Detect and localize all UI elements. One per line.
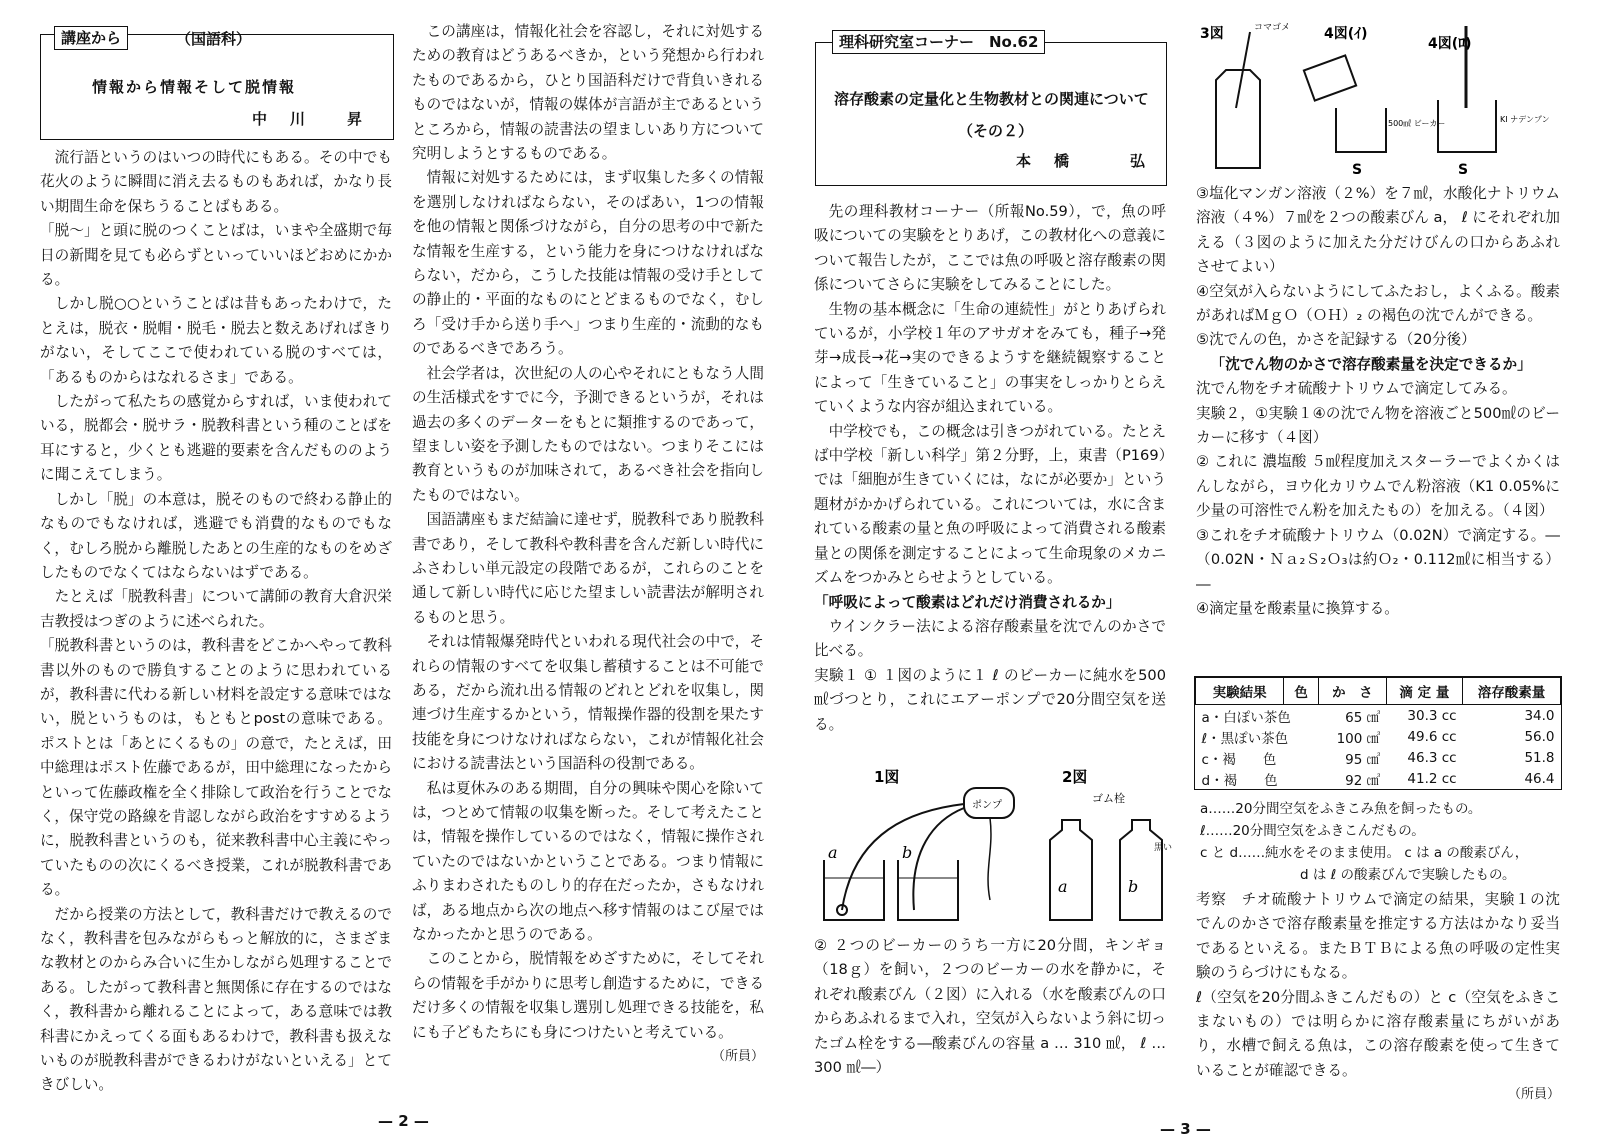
- page-number-3: — 3 —: [1160, 1120, 1211, 1138]
- bottle-side-label: 黒い: [1154, 843, 1173, 853]
- row-kasa: 95 ㎤: [1345, 751, 1381, 768]
- paragraph: ⑤沈でんの色，かさを記録する（20分後）: [1196, 331, 1476, 349]
- fig3-side-label: コマゴメ: [1254, 23, 1291, 33]
- table-header: 滴 定 量: [1386, 678, 1462, 705]
- staff-label: （所員）: [1507, 1087, 1560, 1103]
- paragraph: 流行語というのはいつの時代にもある。その中でも花火のように瞬間に消え去るものもあれば，かなり長い期間生命を保ちうることばもある。: [40, 149, 392, 215]
- row-teki: 30.3 cc: [1407, 707, 1457, 724]
- paragraph: 私は夏休みのある期間，自分の興味や関心を除いては，つとめて情報の収集を断った。そして考えたことは，情報を操作しているのではなく，情報に操作されていたのではないかということである。つまり情報にふりまわされたものしり的存在だったか，さもなければ，ある地点から次の地点へ移す情報のはこび屋ではなかったかと思うのである。: [412, 779, 764, 944]
- science-column-1-cont: [814, 934, 1166, 1080]
- note: d は ℓ の酸素びんで実験したもの。: [1300, 867, 1516, 883]
- beaker-b: [898, 860, 958, 920]
- beaker-4i: [1336, 108, 1386, 152]
- fig2-label: 2図: [1062, 768, 1088, 786]
- bottle-3: [1216, 70, 1260, 168]
- table-row: [1196, 768, 1561, 789]
- lecture-tag: 講座から: [54, 26, 128, 50]
- paragraph: ④空気が入らないようにしてふたおし，よくふる。酸素があればＭｇＯ（ＯＨ）₂ の褐色の沈でんができる。: [1196, 282, 1560, 325]
- paragraph: ℓ（空気を20分間ふきこんだもの）と c（空気をふきこまないもの）では明らかに溶存酸素量にちがいがあり，水槽で飼える魚は，この溶存酸素を使って生きていることが確認できる。: [1196, 988, 1560, 1079]
- bottle-label-b: b: [1128, 877, 1139, 896]
- paragraph: ② これに 濃塩酸 ５㎖程度加えスターラーでよくかくはんしながら，ヨウ化カリウムでん粉溶液（K1 0.05%に少量の可溶性でん粉を加えたもの）を加える。（４図）: [1196, 453, 1560, 520]
- section-heading: 「呼吸によって酸素はどれだけ消費されるか」: [814, 593, 1121, 611]
- table-row: [1196, 705, 1561, 727]
- paragraph: それは情報爆発時代といわれる現代社会の中で，それらの情報のすべてを収集し蓄積することは不可能である，だから流れ出る情報のどれとどれを収集し，関連づけ生産するかという，情報操作器的役割を果たす技能を身につけなければならない，これが情報化社会における読書法という国語科の役割である。: [412, 633, 764, 773]
- row-kasa: 100 ㎤: [1336, 730, 1381, 747]
- lecture-column-1: [40, 146, 392, 1098]
- row-oxy: 46.4: [1524, 770, 1555, 787]
- science-tag: 理科研究室コーナー No.62: [832, 30, 1045, 54]
- paragraph: しかし「脱」の本意は，脱そのもので終わる静止的なものでもなければ，逃避でも消費的なものでもなく，むしろ脱から離脱したあとの生産的なものをめざしたものでなくてはならないはずである。: [40, 490, 392, 581]
- pump-cord: [988, 818, 991, 900]
- row-oxy: 34.0: [1524, 707, 1555, 724]
- science-conclusion: [1196, 888, 1560, 1108]
- paragraph: 実験２，①実験１④の沈でん物を溶液ごと500㎖のビーカーに移す（４図）: [1196, 404, 1560, 447]
- table-header: 色: [1284, 678, 1319, 705]
- note: a……20分間空気をふきこみ魚を飼ったもの。: [1200, 801, 1482, 817]
- section-heading: 「沈でん物のかさで溶存酸素量を決定できるか」: [1210, 355, 1532, 373]
- table-row: [1196, 726, 1561, 747]
- lecture-author: 中 川 昇: [252, 110, 367, 128]
- science-title: 溶存酸素の定量化と生物教材との関連について: [834, 90, 1149, 108]
- fig4ii-label: 4図(ﾛ): [1428, 36, 1472, 52]
- paragraph: ③これをチオ硫酸ナトリウム（0.02N）で滴定する。―（0.02N・Ｎａ₂Ｓ₂Ｏ₃は約Ｏ₂・0.112㎖に相当する）―: [1196, 526, 1560, 593]
- paragraph: この講座は，情報化社会を容認し，それに対処するための教育はどうあるべきか，という発想から行われたものであるから，ひとり国語科だけで背負いきれるものではないが，情報の媒体が言語が主であるというところから，情報の読書法の望ましいあり方について究明しようとするものである。: [412, 23, 764, 163]
- experiment-1: 実験１ ① １図のように１ ℓ のビーカーに純水を500㎖づつとり，これにエアーポンプで20分間空気を送る。: [814, 666, 1166, 733]
- row-teki: 41.2 cc: [1407, 770, 1457, 787]
- table-header: 実験結果: [1196, 678, 1284, 705]
- row-label: d・褐 色: [1201, 772, 1278, 789]
- paragraph: 中学校でも，この概念は引きつがれている。たとえば中学校「新しい科学」第２分野，上，東書（P169）では「細胞が生きていくには，なにが必要か」という題材がかかげられている。これについては，水に含まれている酸素の量と魚の呼吸によって消費される酸素量との関係を測定することによって生命現象のメカニズムをつかみとらせようとしている。: [814, 422, 1166, 587]
- paragraph: 考察 チオ硫酸ナトリウムで滴定の結果，実験１の沈でんのかさで溶存酸素量を推定する方法はかなり妥当であるといえる。またＢＴＢによる魚の呼吸の定性実験のうらづけにもなる。: [1196, 891, 1560, 982]
- paragraph: したがって私たちの感覚からすれば，いま使われている，脱都会・脱サラ・脱教科書という種のことばを耳にすると，少くとも逃避的要素を含んだもののように聞こえてしまう。: [40, 393, 392, 484]
- science-author: 本 橋 弘: [1016, 152, 1150, 170]
- staff-label: （所員）: [711, 1049, 764, 1065]
- beaker-4ii-ki: KI ナデンプン: [1500, 115, 1550, 124]
- paragraph: ③塩化マンガン溶液（２%）を７㎖，水酸化ナトリウム溶液（４%）７㎖を２つの酸素びん a， ℓ にそれぞれ加える（３図のように加えた分だけびんの口からあふれさせてよい）: [1196, 185, 1560, 276]
- science-column-2: [1196, 182, 1560, 621]
- fig4ii-s: S: [1458, 162, 1469, 178]
- fig3-label: 3図: [1200, 26, 1224, 42]
- science-column-1: [814, 200, 1166, 737]
- paragraph: だから授業の方法として，教科書だけで教えるのでなく，教科書を包みながらもっと解放的に，さまざまな教材とのからみ合いに生かしながら処理することである。したがって教科書と無関係に存在するのではなく，教科書から離れることによって，ある意味では教科書にかえってくる面もあるわけで，教科書も扱えないものが脱教科書ができるわけがないといえる」とてきびしい。: [40, 905, 392, 1094]
- paragraph: 先の理科教材コーナー（所報No.59），で，魚の呼吸についての実験をとりあげ，この教材化への意義について報告したが，ここでは魚の呼吸と溶存酸素の関係についてさらに実験をしてみることにした。: [814, 203, 1166, 294]
- paragraph: ウインクラー法による溶存酸素量を沈でんのかさで比べる。: [814, 617, 1166, 660]
- table-header-row: [1196, 678, 1561, 705]
- row-oxy: 56.0: [1524, 728, 1555, 745]
- row-label: a・白ぽい茶色: [1201, 709, 1291, 726]
- fig4i-label: 4図(ｲ): [1324, 26, 1368, 42]
- bottle-b: [1120, 820, 1162, 920]
- fig-label-a: a: [828, 843, 838, 862]
- paragraph: たとえば「脱教科書」について講師の教育大倉沢栄吉教授はつぎのように述べられた。: [40, 588, 392, 630]
- lecture-title: 情報から情報そして脱情報: [92, 78, 297, 96]
- beaker-4i-label: 500㎖ ビーカー: [1388, 119, 1446, 128]
- paragraph: 「脱～」と頭に脱のつくことばは，いまや全盛期で毎日の新聞を見ても必らずといっていいほどおめにかかる。: [40, 222, 392, 289]
- paragraph: 生物の基本概念に「生命の連続性」がとりあげられているが，小学校１年のアサガオをみても，種子→発芽→成長→花→実のできるようすを継続観察することによって「生きていること」の事実をしっかりとらえていくような内容が組込まれている。: [814, 300, 1166, 416]
- paragraph: 社会学者は，次世紀の人の心やそれにともなう人間の生活様式をすでに今，予測できるというが，それは過去の多くのデーターをもとに類推するのであって，望ましい姿を予測したものではない。つまりそこには教育というものが加味されて，あるべき社会を指向したものではない。: [412, 364, 764, 504]
- paragraph: ② ２つのビーカーのうち一方に20分間，キンギョ（18ｇ）を飼い，２つのビーカーの水を静かに，それぞれ酸素びん（２図）に入れる（水を酸素びんの口からあふれるまで入れ，空気が入らないよう斜に切ったゴム栓をする―酸素びんの容量 a … 310 ㎖， ℓ … 300 ㎖―）: [814, 937, 1166, 1077]
- bottle-a: [1050, 820, 1092, 920]
- note: c と d……純水をそのまま使用。 c は a の酸素びん，: [1200, 845, 1529, 861]
- row-label: ℓ・黒ぽい茶色: [1201, 730, 1289, 747]
- paragraph: 「脱教科書というのは，教科書をどこかへやって教科書以外のもので勝負することのように思われているが，教科書に代わる新しい材料を設定する意味ではない，脱というものは，もともとpostの意味である。ポストとは「あとにくるもの」の意で，たとえば，田中総理はポスト佐藤であるが，田中総理になったからといって佐藤政権を全く排除して政治を行うことでなく，保守党の路線を肯認しながら政治をすすめるように，脱教科書というのも，従来教科書中心主義にやっていたものの次にくるべき授業，これが脱教科書である。: [40, 637, 392, 899]
- table-row: [1196, 747, 1561, 768]
- air-tube-2: [913, 808, 964, 910]
- bottle-4i: [1304, 55, 1356, 100]
- science-subtitle: （その２）: [958, 122, 1034, 140]
- paragraph: ④滴定量を酸素量に換算する。: [1196, 599, 1399, 617]
- results-table-frame: [1194, 676, 1562, 790]
- table-notes: [1200, 798, 1560, 886]
- paragraph: 国語講座もまだ結論に達せず，脱教科であり脱教科書であり，そして教科や教科書を含んだ新しい時代にふさわしい単元設定の段階であるが，これらのことを通して新しい時代に応じた望ましい読書法が解明されるものと思う。: [412, 511, 764, 626]
- paragraph: 情報に対処するためには，まず収集した多くの情報を選別しなければならない，そのばあい，1つの情報を他の情報と関係づけながら，自分の思考の中で新たな情報を生産する，という能力を身につけなければならない，だから，こうした技能は情報の受け手としての静止的・平面的なものにとどまるものでなく，むしろ「受け手から送り手へ」つまり生産的・流動的なものであるべきであろう。: [412, 169, 764, 358]
- row-teki: 49.6 cc: [1407, 728, 1457, 745]
- pump-label: ポンプ: [972, 800, 1002, 811]
- row-kasa: 65 ㎤: [1345, 709, 1381, 726]
- lecture-dept: （国語科）: [176, 30, 252, 48]
- paragraph: 沈でん物をチオ硫酸ナトリウムで滴定してみる。: [1196, 380, 1517, 398]
- row-kasa: 92 ㎤: [1345, 772, 1381, 789]
- row-teki: 46.3 cc: [1407, 749, 1457, 766]
- figure-1-2: [814, 760, 1173, 932]
- row-oxy: 51.8: [1524, 749, 1555, 766]
- fig4i-s: S: [1352, 162, 1363, 178]
- paragraph: しかし脱○○ということばは昔もあったわけで，たとえは，脱衣・脱帽・脱毛・脱去と数えあげればきりがない，そしてここで使われている脱のすべては，「あるものからはなれるさま」である。: [40, 295, 392, 386]
- figure-3-4: [1196, 18, 1560, 178]
- table-header: 溶存酸素量: [1463, 678, 1561, 705]
- note: ℓ……20分間空気をふきこんだもの。: [1200, 823, 1425, 839]
- paragraph: このことから，脱情報をめざすために，そしてそれらの情報を手がかりに思考し創造するために，できるだけ多くの情報を収集し選別し処理できる技能を，私にも子どもたちにも身につけたいと考えている。: [412, 950, 764, 1041]
- row-label: c・褐 色: [1201, 751, 1277, 768]
- rubber-label: ゴム栓: [1092, 792, 1125, 805]
- results-table: [1195, 677, 1561, 789]
- page-number-2: — 2 —: [378, 1112, 429, 1130]
- fig-label-b: b: [902, 843, 913, 862]
- fig1-label: 1図: [874, 768, 900, 786]
- bottle-label-a: a: [1058, 877, 1068, 896]
- table-header: か さ: [1319, 678, 1387, 705]
- lecture-column-2: [412, 20, 764, 1069]
